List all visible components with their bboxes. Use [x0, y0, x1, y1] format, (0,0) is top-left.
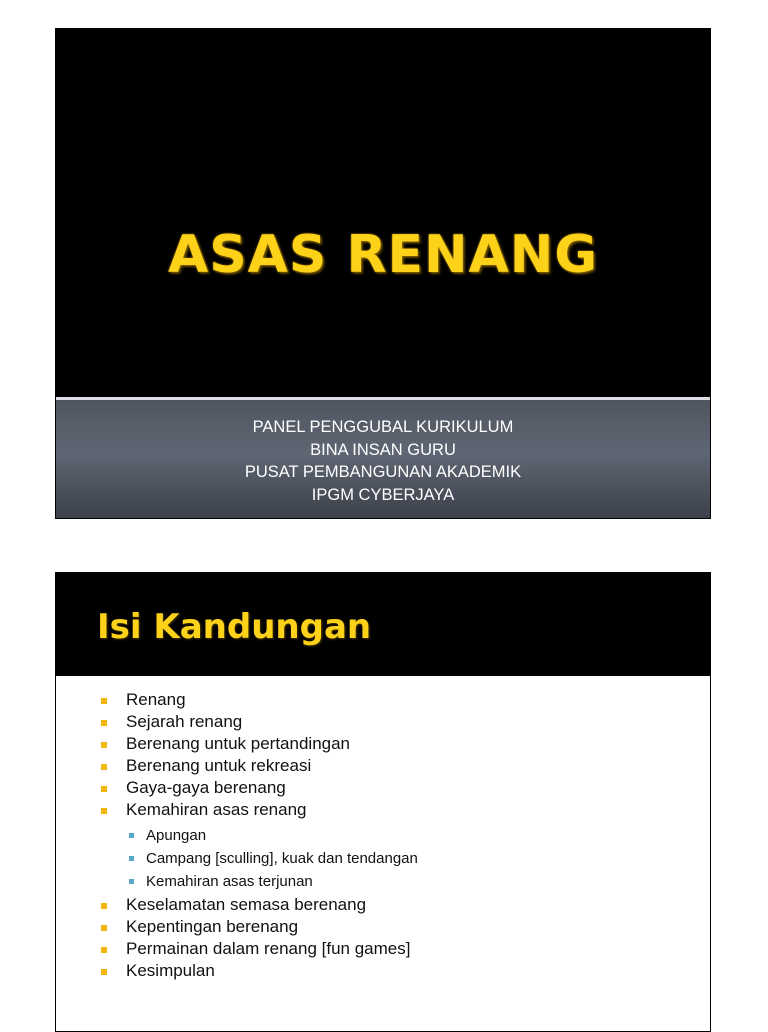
contents-slide [55, 572, 711, 1032]
list-item: Berenang untuk rekreasi [100, 755, 418, 777]
subtitle-line: IPGM CYBERJAYA [311, 485, 455, 504]
list-item: Kepentingan berenang [100, 916, 418, 938]
contents-title: Isi Kandungan [97, 607, 372, 647]
sublist-container [100, 824, 418, 893]
subtitle-line: PUSAT PEMBANGUNAN AKADEMIK [244, 463, 522, 481]
list-item: Gaya-gaya berenang [100, 777, 418, 799]
contents-header [56, 573, 710, 676]
list-item: Renang [100, 689, 418, 711]
subtitle-band [56, 397, 710, 518]
sub-list-item: Campang [sculling], kuak dan tendangan [100, 847, 418, 870]
slide-title: ASAS RENANG [167, 225, 599, 285]
subtitle-line: PANEL PENGGUBAL KURIKULUM [252, 418, 514, 436]
list-item: Permainan dalam renang [fun games] [100, 938, 418, 960]
title-slide [55, 28, 711, 519]
subtitle-line: BINA INSAN GURU [310, 440, 456, 459]
list-item: Keselamatan semasa berenang [100, 894, 418, 916]
list-item: Kesimpulan [100, 960, 418, 982]
list-item: Kemahiran asas renang [100, 799, 418, 821]
list-item: Berenang untuk pertandingan [100, 733, 418, 755]
sub-list [100, 824, 418, 893]
subtitle-block [56, 416, 710, 506]
list-item: Sejarah renang [100, 711, 418, 733]
contents-list [100, 689, 418, 982]
sub-list-item: Kemahiran asas terjunan [100, 870, 418, 893]
sub-list-item: Apungan [100, 824, 418, 847]
